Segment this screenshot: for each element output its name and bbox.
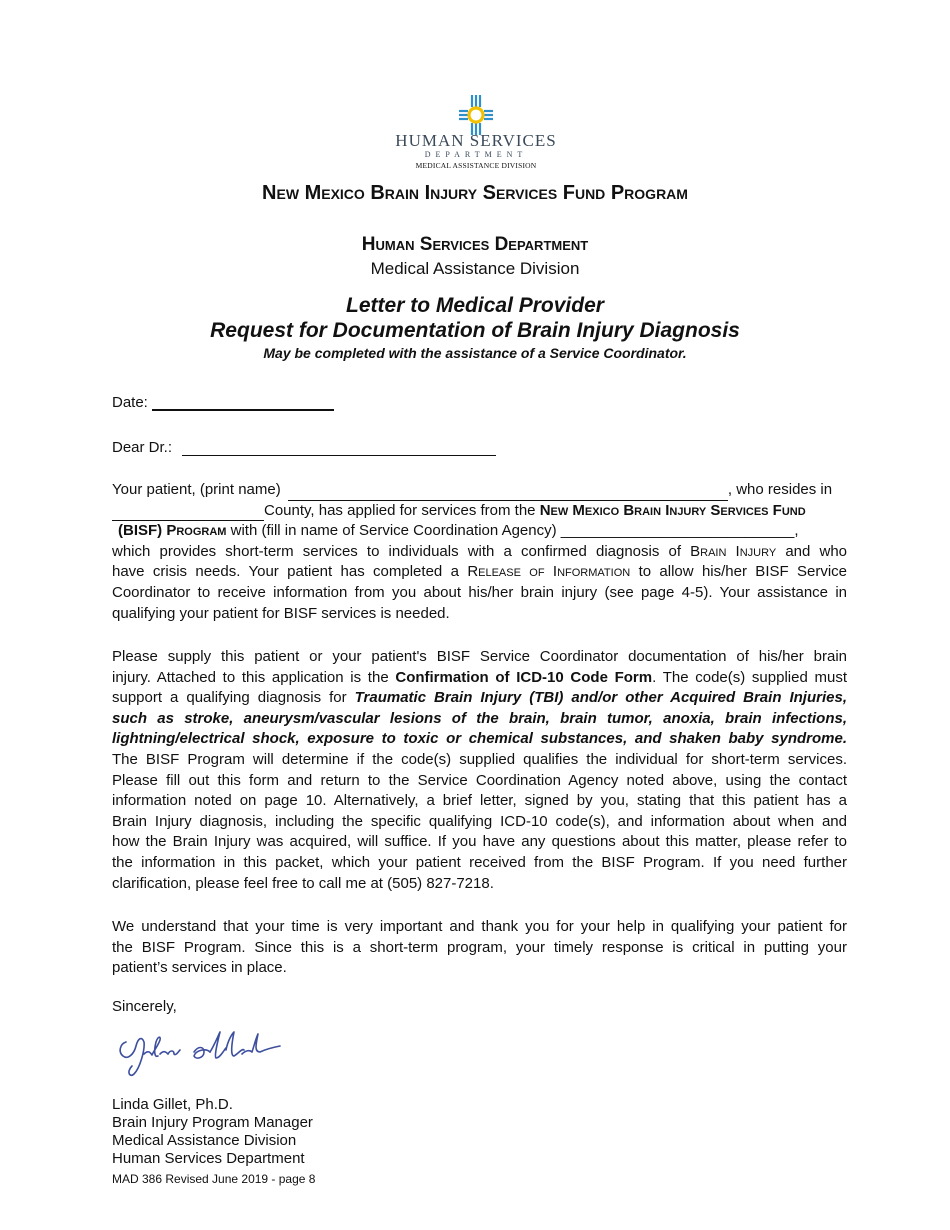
p1-line4-c: and who [785, 542, 847, 560]
logo-division: MEDICAL ASSISTANCE DIVISION [415, 161, 537, 170]
resides-text: , who resides in [727, 481, 833, 498]
hsd-logo [390, 95, 562, 175]
date-row [112, 394, 334, 411]
p2-line2-a: injury. Attached to this application is the [112, 668, 389, 686]
p3-line1: We understand that your time is very important and thank you for your help in qualifying your patient for [112, 918, 847, 935]
program-name-inline: New Mexico Brain Injury Services Fund [539, 501, 806, 519]
p2-line2-c: . The code(s) supplied must [652, 668, 847, 686]
doctor-name-field[interactable] [182, 440, 496, 456]
p1-line5-c: to allow his/her BISF Service [638, 563, 847, 581]
p2-line12: clarification, please feel free to call me at (505) 827-7218. [112, 874, 494, 892]
patient-name-field[interactable] [288, 486, 728, 501]
signature-image [114, 1028, 284, 1078]
letter-title: Letter to Medical Provider [346, 294, 604, 317]
signature [114, 1028, 284, 1083]
p1-line6: Coordinator to receive information from you about his/her brain injury (see page 4-5). Your assistance in [112, 583, 847, 601]
sincerely: Sincerely, [112, 998, 177, 1015]
p3-line2: the BISF Program. Since this is a short-term program, your timely response is critical in putting your [112, 938, 847, 956]
p2-line8: information noted on page 10. Alternatively, a brief letter, signed by you, stating that this patient has a [112, 792, 847, 810]
release-info-inline: Release of Information [467, 563, 631, 581]
p2-line1: Please supply this patient or your patient's BISF Service Coordinator documentation of his/her brain [112, 648, 847, 665]
agency-text: with (fill in name of Service Coordination Agency) ____________________________, [230, 522, 799, 540]
icd-form-name: Confirmation of ICD-10 Code Form [395, 668, 653, 686]
brain-injury-inline: Brain Injury [690, 542, 777, 560]
date-field[interactable] [152, 394, 334, 411]
p2-line7: Please fill out this form and return to the Service Coordination Agency noted above, using the contact [112, 771, 847, 789]
county-text: County, has applied for services from the [264, 501, 536, 519]
program-title: New Mexico Brain Injury Services Fund Program [262, 182, 688, 204]
p1-line7: qualifying your patient for BISF services is needed. [112, 604, 450, 622]
signer-name: Linda Gillet, Ph.D. [112, 1096, 233, 1113]
logo-title: HUMAN SERVICES [395, 131, 557, 150]
p2-line10: how the Brain Injury was acquired, will suffice. If you have any questions about this matter, please refer to [112, 833, 847, 851]
logo-department: DEPARTMENT [424, 150, 528, 159]
paragraph-thanks [112, 917, 847, 979]
p2-line3-a: support a qualifying diagnosis for [112, 689, 347, 707]
paragraph-request [112, 480, 847, 624]
dear-row [112, 439, 496, 456]
bisf-program-inline: (BISF) Program [118, 522, 227, 540]
coordinator-note: May be completed with the assistance of a Service Coordinator. [263, 345, 687, 361]
p2-line9: Brain Injury diagnosis, including the specific qualifying ICD-10 code(s), and information about when and [112, 812, 847, 830]
p2-line11: the information in this packet, which your patient received from the BISF Program. If you need further [112, 853, 847, 871]
p1-line5-a: have crisis needs. Your patient has completed a [112, 563, 459, 581]
signer-department: Human Services Department [112, 1150, 305, 1167]
p2-line5: lightning/electrical shock, exposure to toxic or chemical substances, and shaken baby syndrome. [112, 730, 847, 748]
patient-name-label: Your patient, (print name) [112, 481, 281, 498]
paragraph-documentation [112, 647, 847, 894]
dear-label: Dear Dr.: [112, 439, 173, 456]
signer-division: Medical Assistance Division [112, 1132, 297, 1149]
date-label: Date: [112, 394, 148, 411]
signer-title: Brain Injury Program Manager [112, 1114, 313, 1131]
p2-line6: The BISF Program will determine if the code(s) supplied qualifies the individual for short-term services. [112, 750, 847, 768]
county-field[interactable] [112, 506, 264, 521]
qualifying-diagnoses: Traumatic Brain Injury (TBI) and/or other Acquired Brain Injuries, [354, 689, 847, 707]
division-title: Medical Assistance Division [370, 259, 580, 278]
letter-subtitle: Request for Documentation of Brain Injury Diagnosis [210, 319, 740, 342]
p2-line4: such as stroke, aneurysm/vascular lesions of the brain, brain tumor, anoxia, brain infections, [112, 709, 847, 727]
p1-line4-a: which provides short-term services to individuals with a confirmed diagnosis of [112, 542, 681, 560]
department-title: Human Services Department [361, 234, 589, 255]
p3-line3: patient’s services in place. [112, 959, 287, 977]
page-footer: MAD 386 Revised June 2019 - page 8 [112, 1172, 316, 1186]
zia-sun-icon [459, 95, 493, 135]
